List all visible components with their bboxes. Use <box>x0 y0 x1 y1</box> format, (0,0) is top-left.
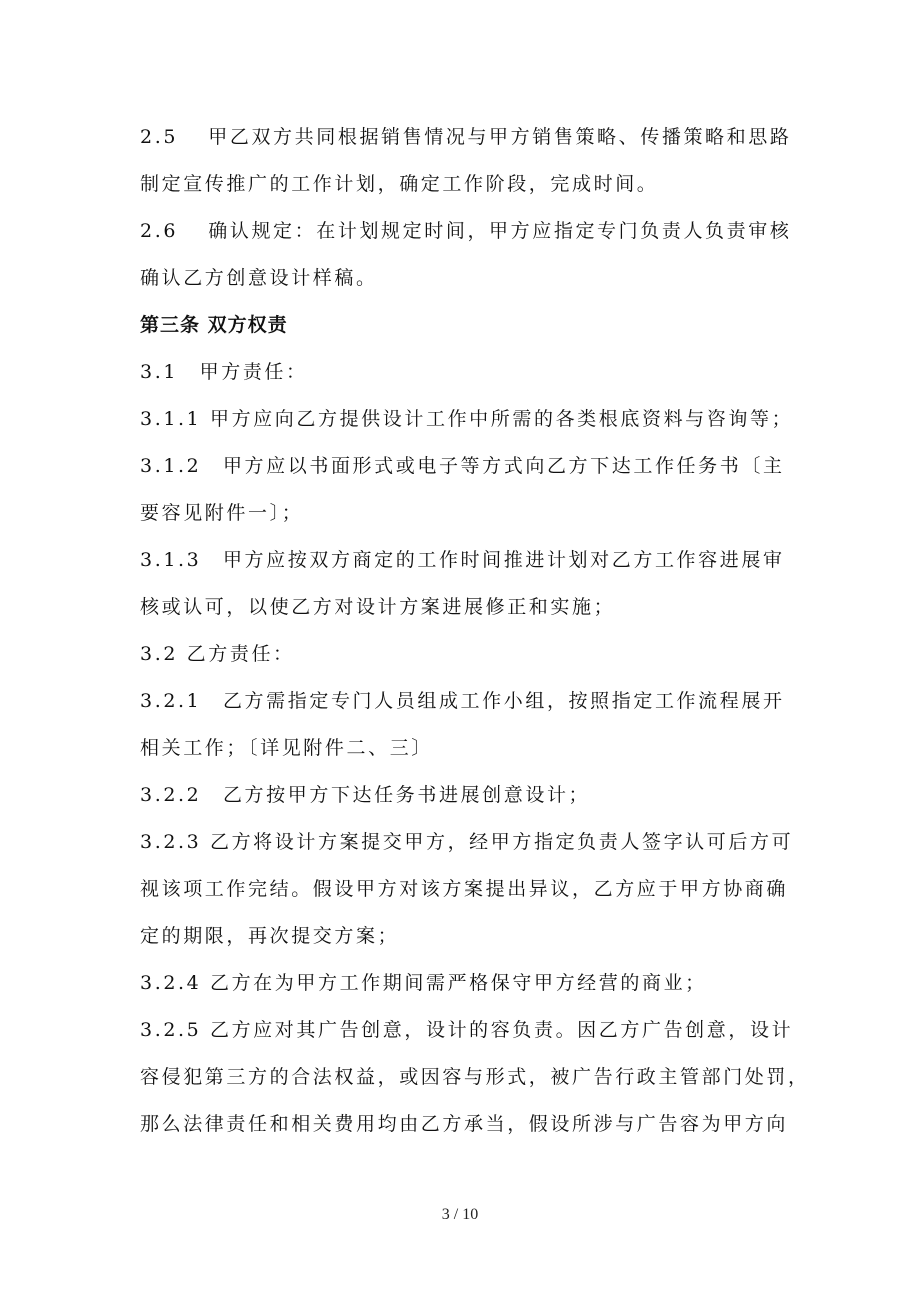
document-body <box>140 114 810 1148</box>
paragraph-line: 相关工作；〔详见附件二、三〕 <box>140 737 433 759</box>
paragraph-line: 2.6 确认规定：在计划规定时间，甲方应指定专门负责人负责审核 <box>140 220 792 242</box>
paragraph-line: 确认乙方创意设计样稿。 <box>140 267 378 289</box>
paragraph-line: 3.2.2 乙方按甲方下达任务书进展创意设计； <box>140 784 591 806</box>
paragraph-line: 要容见附件一〕； <box>140 502 304 524</box>
paragraph-line: 3.2.3 乙方将设计方案提交甲方，经甲方指定负责人签字认可后方可 <box>140 831 794 853</box>
paragraph-line: 3.1.1 甲方应向乙方提供设计工作中所需的各类根底资料与咨询等； <box>140 408 794 430</box>
paragraph-line: 制定宣传推广的工作计划，确定工作阶段，完成时间。 <box>140 173 659 195</box>
paragraph-line: 视该项工作完结。假设甲方对该方案提出异议，乙方应于甲方协商确 <box>140 878 789 900</box>
paragraph-line: 容侵犯第三方的合法权益，或因容与形式，被广告行政主管部门处罚， <box>140 1066 810 1088</box>
paragraph-line: 核或认可，以使乙方对设计方案进展修正和实施； <box>140 596 616 618</box>
page-number: 3 / 10 <box>441 1206 479 1223</box>
paragraph-line: 3.2.1 乙方需指定专门人员组成工作小组，按照指定工作流程展开 <box>140 690 785 712</box>
paragraph-line: 3.1.3 甲方应按双方商定的工作时间推进计划对乙方工作容进展审 <box>140 549 785 571</box>
paragraph-line: 3.1.2 甲方应以书面形式或电子等方式向乙方下达工作任务书〔主 <box>140 455 785 477</box>
paragraph-line: 3.2 乙方责任： <box>140 643 295 665</box>
paragraph-line: 2.5 甲乙双方共同根据销售情况与甲方销售策略、传播策略和思路 <box>140 126 792 148</box>
paragraph-line: 3.1 甲方责任： <box>140 361 308 383</box>
paragraph-line: 那么法律责任和相关费用均由乙方承当，假设所涉与广告容为甲方向 <box>140 1113 789 1135</box>
paragraph-line: 3.2.4 乙方在为甲方工作期间需严格保守甲方经营的商业； <box>140 972 707 994</box>
paragraph-line: 3.2.5 乙方应对其广告创意，设计的容负责。因乙方广告创意，设计 <box>140 1019 794 1041</box>
section-heading: 第三条 双方权责 <box>140 314 288 336</box>
paragraph-line: 定的期限，再次提交方案； <box>140 925 400 947</box>
